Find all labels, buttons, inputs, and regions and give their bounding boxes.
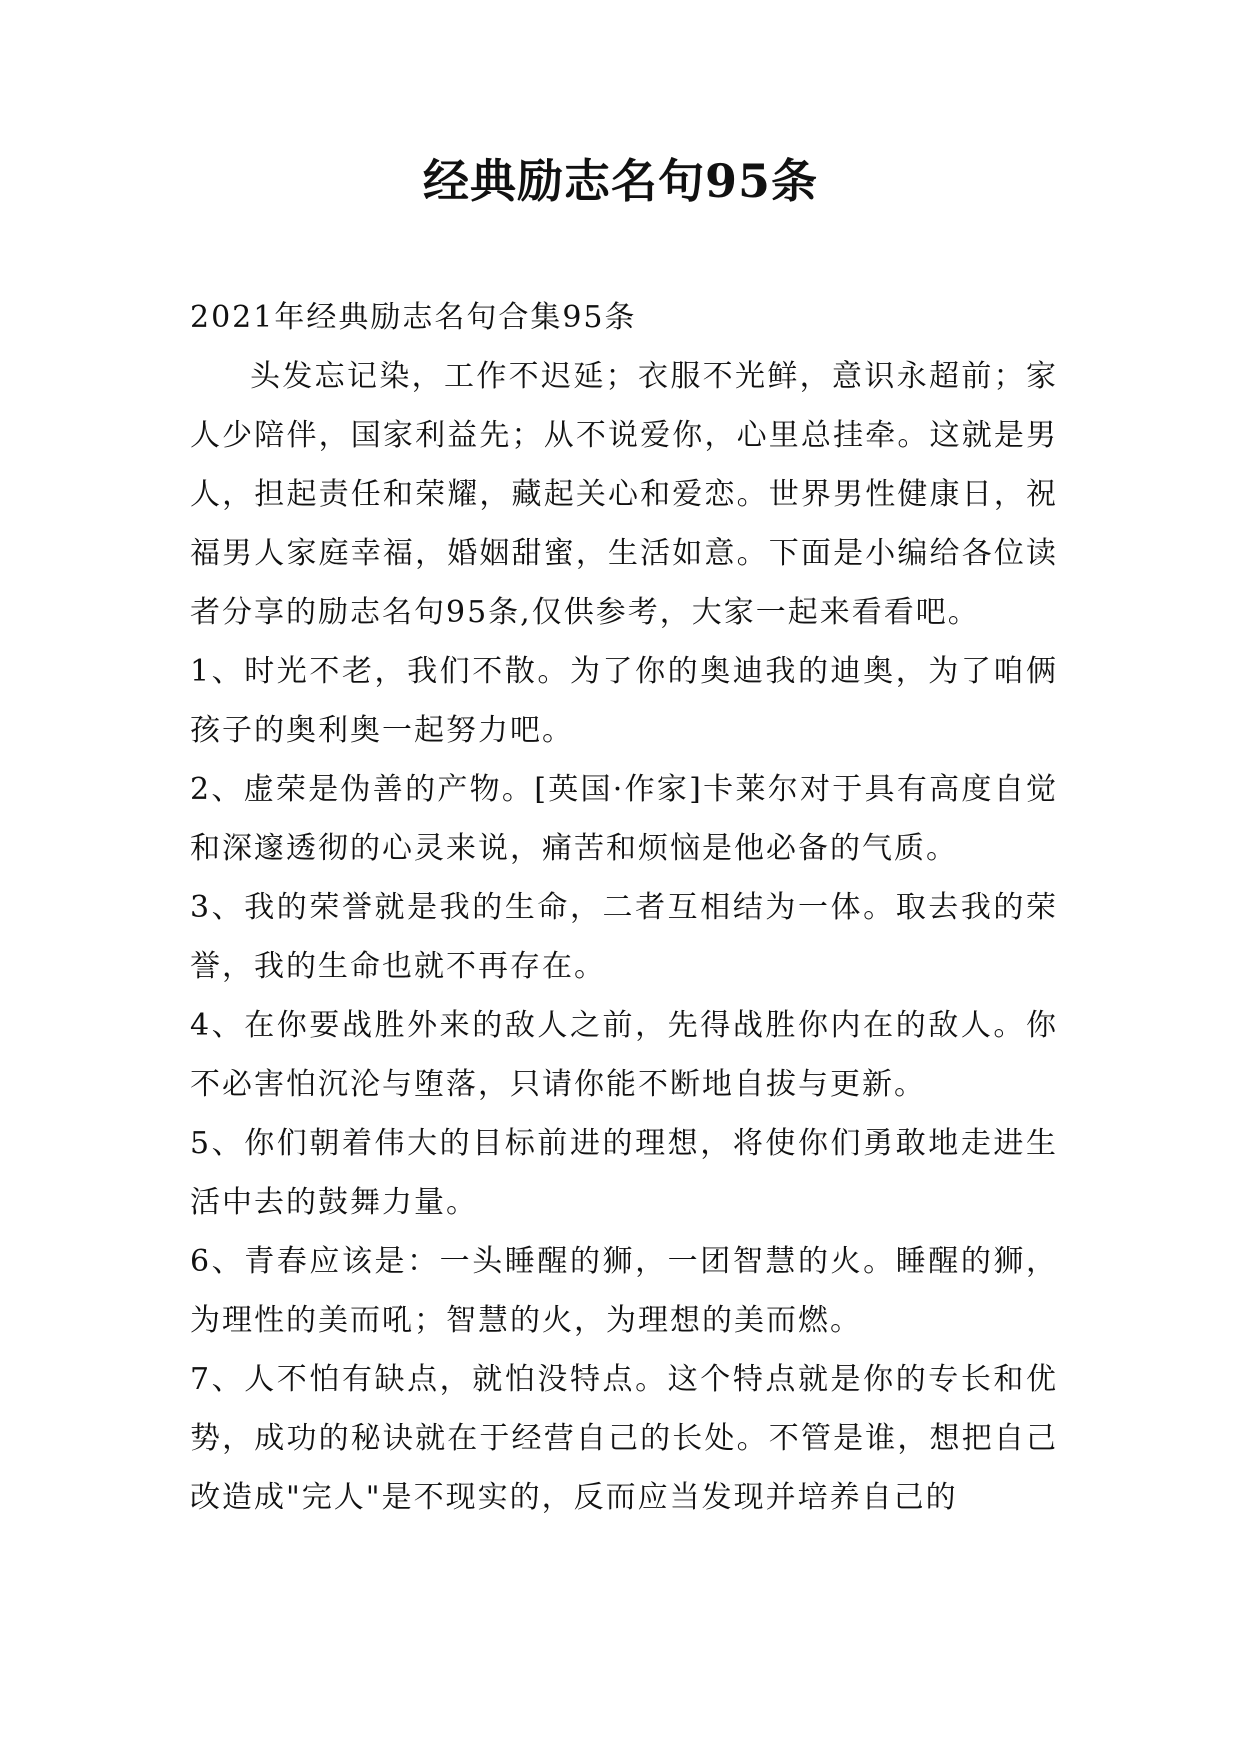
list-item: 5、你们朝着伟大的目标前进的理想，将使你们勇敢地走进生活中去的鼓舞力量。 bbox=[190, 1126, 1058, 1220]
document-title: 经典励志名句95条 bbox=[422, 154, 818, 208]
list-item: 3、我的荣誉就是我的生命，二者互相结为一体。取去我的荣誉，我的生命也就不再存在。 bbox=[190, 890, 1058, 984]
list-item: 6、青春应该是：一头睡醒的狮，一团智慧的火。睡醒的狮，为理性的美而吼；智慧的火，为理想的美而燃。 bbox=[190, 1244, 1058, 1338]
list-item: 1、时光不老，我们不散。为了你的奥迪我的迪奥，为了咱俩孩子的奥利奥一起努力吧。 bbox=[190, 654, 1058, 748]
intro-paragraph: 头发忘记染，工作不迟延；衣服不光鲜，意识永超前；家人少陪伴，国家利益先；从不说爱你，心里总挂牵。这就是男人，担起责任和荣耀，藏起关心和爱恋。世界男性健康日，祝福男人家庭幸福，婚姻甜蜜，生活如意。下面是小编给各位读者分享的励志名句95条,仅供参考，大家一起来看看吧。 bbox=[190, 359, 1058, 630]
list-item: 4、在你要战胜外来的敌人之前，先得战胜你内在的敌人。你不必害怕沉沦与堕落，只请你能不断地自拔与更新。 bbox=[190, 1008, 1058, 1102]
list-item: 7、人不怕有缺点，就怕没特点。这个特点就是你的专长和优势，成功的秘诀就在于经营自己的长处。不管是谁，想把自己改造成"完人"是不现实的，反而应当发现并培养自己的 bbox=[190, 1362, 1058, 1515]
list-item: 2、虚荣是伪善的产物。[英国·作家]卡莱尔对于具有高度自觉和深邃透彻的心灵来说，痛苦和烦恼是他必备的气质。 bbox=[190, 772, 1058, 866]
document-subtitle: 2021年经典励志名句合集95条 bbox=[190, 300, 637, 335]
document-body bbox=[190, 288, 1058, 1527]
